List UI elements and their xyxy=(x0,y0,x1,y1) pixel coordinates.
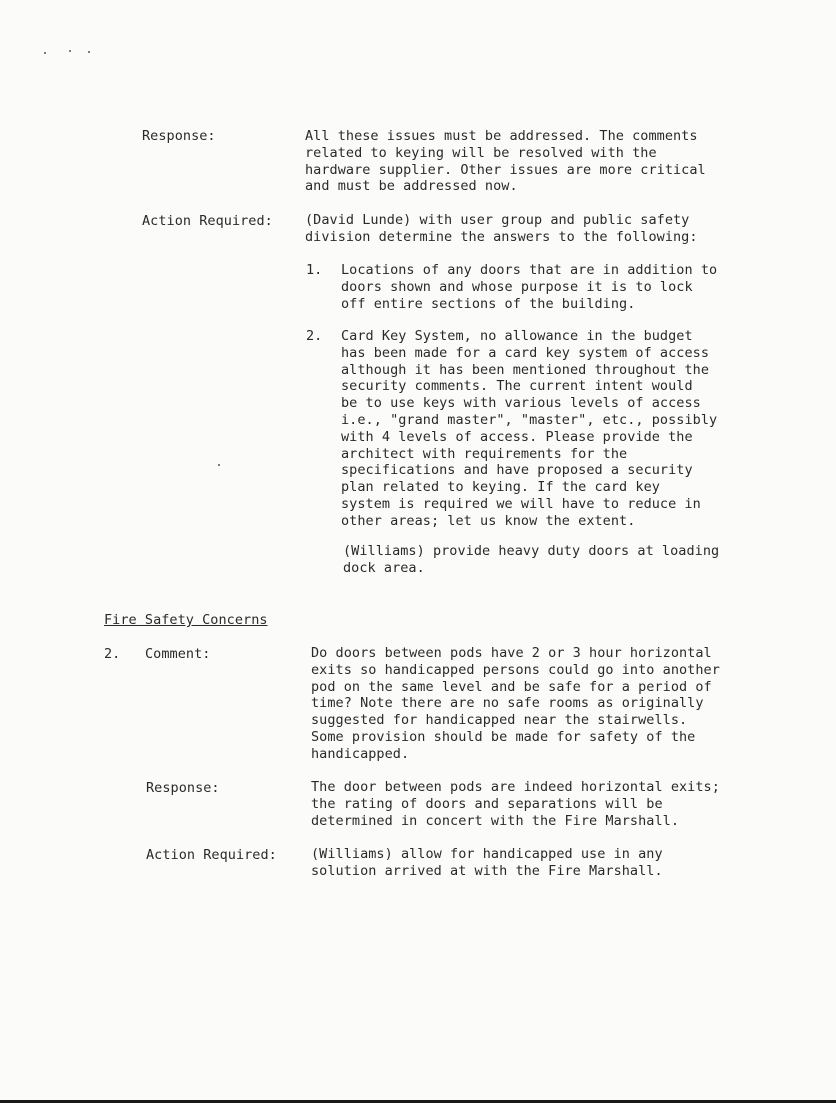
list-item: Card Key System, no allowance in the budget has been made for a card key system of access although it has been mentioned throughout the security comments. The current intent would be to use keys with various levels of access i.e., "grand master", "master", etc., possibly with 4 levels of access. Please provide the architect with requirements for the specifications and have proposed a security plan related to keying. If the card key system is required we will have to reduce in other areas; let us know the extent. xyxy=(341,328,718,529)
list-item: Locations of any doors that are in addition to doors shown and whose purpose it is to lock off entire sections of the building. xyxy=(341,262,718,312)
action-required-text: (Williams) allow for handicapped use in any solution arrived at with the Fire Marshall. xyxy=(311,846,663,879)
comment-label: Comment: xyxy=(145,646,211,662)
response-text: The door between pods are indeed horizontal exits; the rating of doors and separations will be determined in concert with the Fire Marshall. xyxy=(311,779,720,829)
action-required-label: Action Required: xyxy=(146,847,277,863)
scan-speck xyxy=(69,50,71,52)
action-required-text: (David Lunde) with user group and public safety division determine the answers to the following: xyxy=(305,212,698,245)
response-label: Response: xyxy=(146,780,220,796)
comment-text: Do doors between pods have 2 or 3 hour horizontal exits so handicapped persons could go into another pod on the same level and be safe for a period of time? Note there are no safe rooms as originally suggested for handicapped near the stairwells. Some provision should be made for safety of the handicapped. xyxy=(311,645,720,762)
response-text: All these issues must be addressed. The comments related to keying will be resolved with the hardware supplier. Other issues are more critical and must be addressed now. xyxy=(305,128,706,195)
list-number: 1. xyxy=(306,262,323,278)
list-number: 2. xyxy=(306,328,323,344)
scan-speck xyxy=(88,51,90,53)
scan-speck xyxy=(218,464,220,466)
response-label: Response: xyxy=(142,128,216,144)
action-required-label: Action Required: xyxy=(142,213,273,229)
item-number: 2. xyxy=(104,646,121,662)
williams-action-text: (Williams) provide heavy duty doors at loading dock area. xyxy=(343,543,720,576)
section-heading: Fire Safety Concerns xyxy=(104,612,268,628)
scan-speck xyxy=(44,52,46,54)
